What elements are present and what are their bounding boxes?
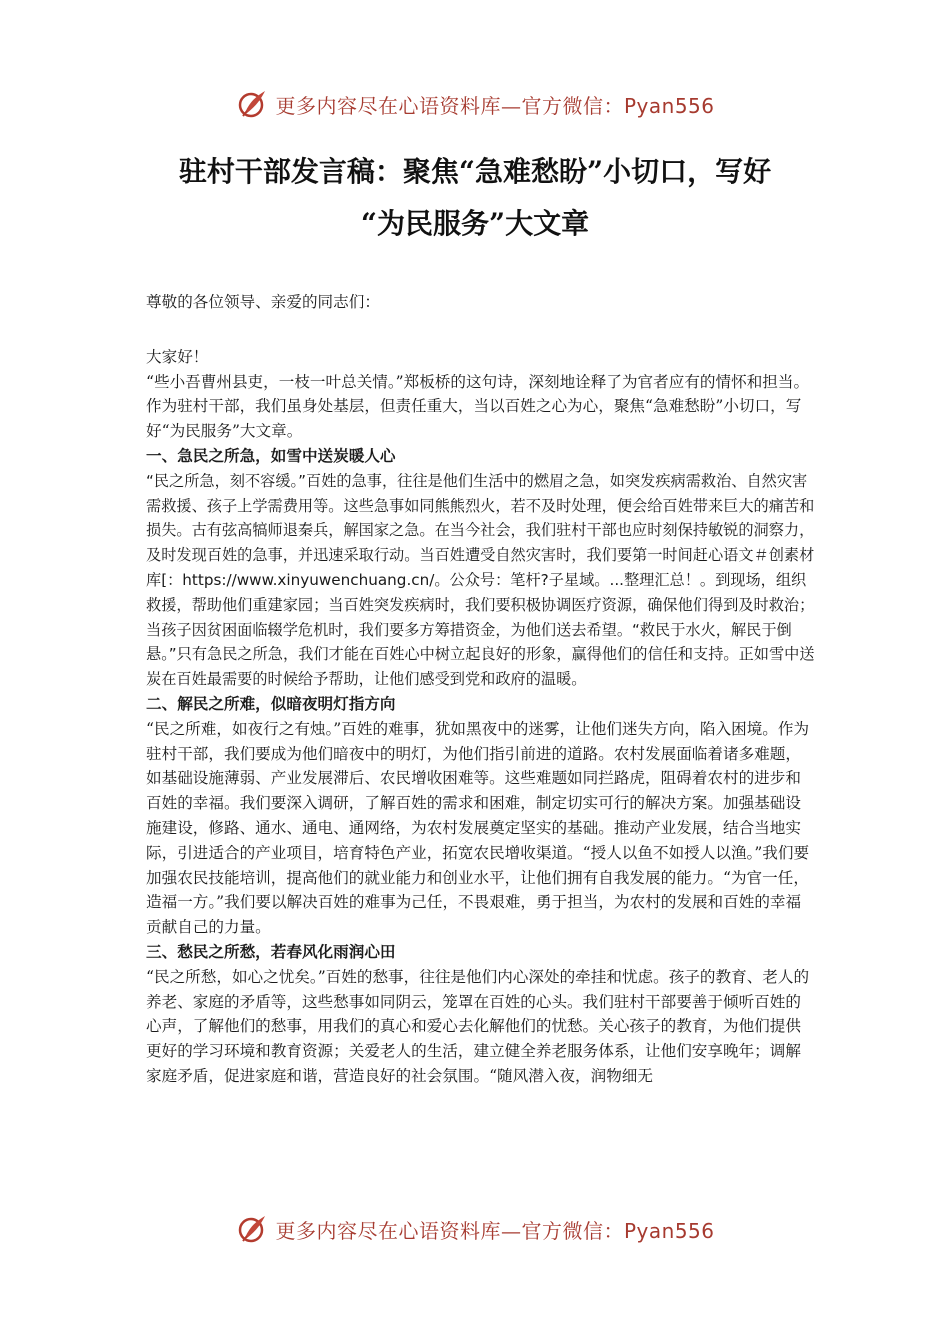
quill-logo-icon [235,1212,269,1246]
header-watermark [0,84,950,124]
wechat-id: Pyan556 [623,1218,715,1243]
salutation: 尊敬的各位领导、亲爱的同志们： [146,293,380,311]
section-2-heading: 二、解民之所难，似暗夜明灯指方向 [146,694,396,713]
quill-logo-icon [235,87,269,121]
intro-paragraph: “些小吾曹州县吏，一枝一叶总关情。”郑板桥的这句诗，深刻地诠释了为官者应有的情怀和担当。作为驻村干部，我们虽身处基层，但责任重大，当以百姓之心为心，聚焦“急难愁盼”小切口，写好“为民服务”大文章。 [146,372,810,441]
section-1-heading: 一、急民之所急，如雪中送炭暖人心 [146,446,396,465]
title-line-2: “为民服务”大文章 [360,207,590,240]
title-line-1: 驻村干部发言稿：聚焦“急难愁盼”小切口，写好 [178,155,772,188]
section-1-paragraph: “民之所急，刻不容缓。”百姓的急事，往往是他们生活中的燃眉之急，如突发疾病需救治、自然灾害需救援、孩子上学需费用等。这些急事如同熊熊烈火，若不及时处理，便会给百姓带来巨大的痛苦和损失。古有弦高犒师退秦兵，解国家之急。在当今社会，我们驻村干部也应时刻保持敏锐的洞察力，及时发现百姓的急事，并迅速采取行动。当百姓遭受自然灾害时，我们要第一时间赶心语文＃创素材库[：https://www.xinyuwenchuang.cn/。公众号：笔杆?子星域。...整理汇总！。到现场，组织救援，帮助他们重建家园；当百姓突发疾病时，我们要积极协调医疗资源，确保他们得到及时救治；当孩子因贫困面临辍学危机时，我们要多方筹措资金，为他们送去希望。“救民于水火，解民于倒悬。”只有急民之所急，我们才能在百姓心中树立起良好的形象，赢得他们的信任和支持。正如雪中送炭在百姓最需要的时候给予帮助，让他们感受到党和政府的温暖。 [146,471,815,689]
section-2-paragraph: “民之所难，如夜行之有烛。”百姓的难事，犹如黑夜中的迷雾，让他们迷失方向，陷入困境。作为驻村干部，我们要成为他们暗夜中的明灯，为他们指引前进的道路。农村发展面临着诸多难题，如基础设施薄弱、产业发展滞后、农民增收困难等。这些难题如同拦路虎，阻碍着农村的进步和百姓的幸福。我们要深入调研，了解百姓的需求和困难，制定切实可行的解决方案。加强基础设施建设，修路、通水、通电、通网络，为农村发展奠定坚实的基础。推动产业发展，结合当地实际，引进适合的产业项目，培育特色产业，拓宽农民增收渠道。“授人以鱼不如授人以渔。”我们要加强农民技能培训，提高他们的就业能力和创业水平，让他们拥有自我发展的能力。“为官一任，造福一方。”我们要以解决百姓的难事为己任，不畏艰难，勇于担当，为农村的发展和百姓的幸福贡献自己的力量。 [146,719,810,937]
watermark-text: 更多内容尽在心语资料库—官方微信：Pyan556 [275,1218,715,1243]
document-title [60,146,890,250]
greeting: 大家好！ [146,347,209,366]
watermark-text: 更多内容尽在心语资料库—官方微信：Pyan556 [275,93,715,118]
section-3-heading: 三、愁民之所愁，若春风化雨润心田 [146,942,396,961]
document-body [146,290,816,1089]
section-3-paragraph: “民之所愁，如心之忧矣。”百姓的愁事，往往是他们内心深处的牵挂和忧虑。孩子的教育、老人的养老、家庭的矛盾等，这些愁事如同阴云，笼罩在百姓的心头。我们驻村干部要善于倾听百姓的心声，了解他们的愁事，用我们的真心和爱心去化解他们的忧愁。关心孩子的教育，为他们提供更好的学习环境和教育资源；关爱老人的生活，建立健全养老服务体系，让他们安享晚年；调解家庭矛盾，促进家庭和谐，营造良好的社会氛围。“随风潜入夜，润物细无 [146,967,810,1085]
footer-watermark [0,1209,950,1249]
wechat-id: Pyan556 [623,93,715,118]
